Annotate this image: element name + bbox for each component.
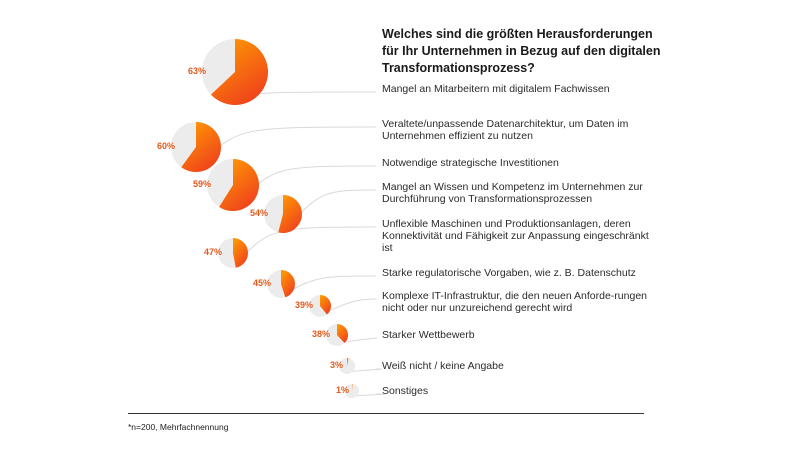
connector-line: [238, 227, 377, 264]
value-label: 47%: [203, 247, 222, 257]
value-label: 63%: [187, 66, 206, 76]
category-label: Notwendige strategische Investitionen: [382, 157, 559, 169]
baseline-divider: [128, 413, 644, 414]
value-label: 38%: [311, 329, 330, 339]
footnote: *n=200, Mehrfachnennung: [128, 422, 229, 432]
value-label: 45%: [252, 278, 271, 288]
connector-line: [245, 92, 376, 95]
category-label: Starker Wettbewerb: [382, 329, 475, 341]
category-label: Komplexe IT-Infrastruktur, die den neuen Anforde-rungen nicht oder nur unzureichend gerecht wird: [382, 290, 647, 314]
connector-line: [289, 190, 376, 227]
category-label: Mangel an Wissen und Kompetenz im Unternehmen zur Durchführung von Transformationsprozessen: [382, 181, 643, 205]
connector-line: [354, 394, 385, 396]
value-label: 60%: [156, 141, 175, 151]
connector-line: [204, 127, 377, 165]
chart-title: Welches sind die größten Herausforderungen für Ihr Unternehmen in Bezug auf den digitalen Transformationsprozess?: [382, 27, 661, 75]
category-label: Weiß nicht / keine Angabe: [382, 360, 504, 372]
connector-line: [349, 369, 381, 372]
category-label: Mangel an Mitarbeitern mit digitalem Fachwissen: [382, 83, 610, 95]
pie-slice: [233, 238, 248, 268]
category-label: Unflexible Maschinen und Produktionsanlagen, deren Konnektivität und Fähigkeit zur Anpassung eingeschränkt ist: [382, 218, 649, 254]
connector-line: [285, 276, 376, 294]
category-label: Veraltete/unpassende Datenarchitektur, um Daten im Unternehmen effizient zu nutzen: [382, 118, 629, 142]
category-label: Starke regulatorische Vorgaben, wie z. B. Datenschutz: [382, 267, 636, 279]
category-label: Sonstiges: [382, 385, 429, 397]
value-label: 39%: [294, 300, 313, 310]
value-label: 3%: [329, 360, 343, 370]
value-label: 59%: [192, 179, 211, 189]
value-label: 54%: [249, 208, 268, 218]
connector-line: [323, 299, 376, 314]
pie-markers: [171, 39, 359, 398]
connector-line: [241, 166, 376, 203]
value-label: 1%: [335, 385, 349, 395]
